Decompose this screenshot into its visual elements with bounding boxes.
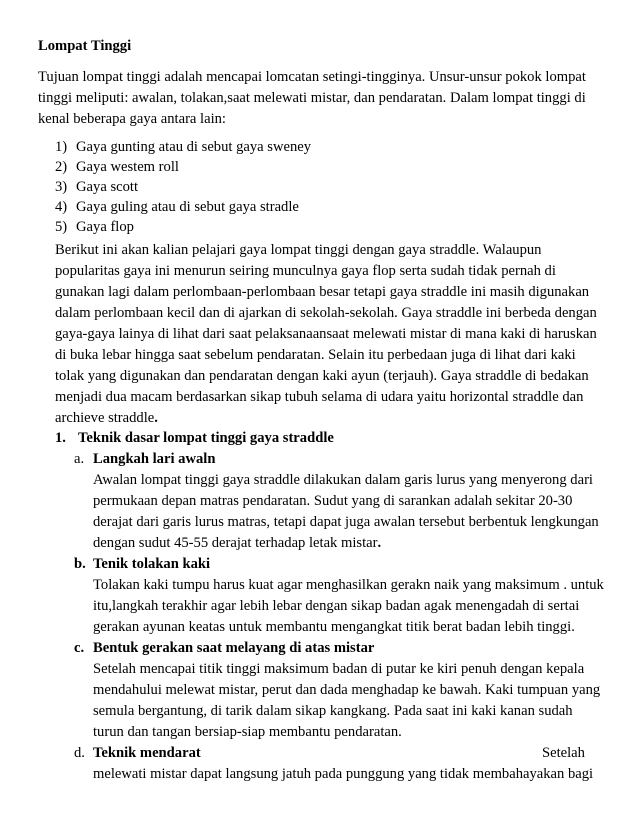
subsection-body: Tolakan kaki tumpu harus kuat agar menghasilkan gerakn naik yang maksimum . untuk itu,langkah terakhir agar lebih lebar dengan sikap badan agak menengadah di sertai gerakan ayunan keatas untuk membantu mengangkat titik berat badan lebih tinggi. [93,577,604,635]
section-heading-text: Teknik dasar lompat tinggi gaya straddle [78,430,334,446]
subsection-heading [74,638,604,659]
subsection-body: melewati mistar dapat langsung jatuh pada punggung yang tidak membahayakan bagi [93,766,594,782]
subsection-body: Setelah mencapai titik tinggi maksimum badan di putar ke kiri penuh dengan kepala mendahului melewat mistar, perut dan dada menghadap ke bawah. Kaki tumpuan yang semula bergantung, di tarik dalam sikap kangkang. Pada saat ini kaki kanan sudah turun dan tangan bersiap-siap membantu pendaratan. [93,661,601,740]
subsection-letter: b. [74,556,86,572]
list-number: 4) [55,199,68,215]
subsection-letter: c. [74,640,85,656]
document-title: Lompat Tinggi [38,38,132,54]
section-heading [55,428,334,449]
subsection-heading-text: Bentuk gerakan saat melayang di atas mistar [93,640,375,656]
body-paragraph-end: . [154,410,158,426]
list-number: 1) [55,139,68,155]
subsection-body [93,470,604,554]
subsection-letter: d. [74,745,85,761]
subsection-body-end: . [377,535,382,551]
list-text: Gaya flop [76,219,134,235]
subsection-a [74,449,604,554]
subsection-heading-text: Tenik tolakan kaki [93,556,211,572]
subsection-letter: a. [74,451,85,467]
body-paragraph [55,240,603,429]
subsection-heading-text: Langkah lari awaln [93,451,216,467]
subsection-heading-text: Teknik mendarat [93,745,201,761]
subsection-heading [74,743,604,764]
subsection-b [74,554,604,638]
list-item [55,177,311,197]
list-number: 2) [55,159,68,175]
list-item [55,157,311,177]
list-number: 3) [55,179,68,195]
subsection-body-text: Awalan lompat tinggi gaya straddle dilakukan dalam garis lurus yang menyerong dari permukaan depan matras pendaratan. Sudut yang di sarankan adalah sekitar 20-30 derajat dari garis lurus matras, tetapi dapat juga awalan tersebut berbentuk lengkungan dengan sudut 45-55 derajat terhadap letak mistar [93,472,599,551]
list-item [55,217,311,237]
list-number: 5) [55,219,68,235]
list-text: Gaya gunting atau di sebut gaya sweney [76,139,312,155]
list-item [55,137,311,157]
subsection-heading [74,554,604,575]
list-item [55,197,311,217]
subsection-c [74,638,604,743]
body-paragraph-text: Berikut ini akan kalian pelajari gaya lompat tinggi dengan gaya straddle. Walaupun popularitas gaya ini menurun seiring munculnya gaya flop serta sudah tidak pernah di gunakan lagi dalam perlombaan-perlombaan besar tetapi gaya straddle ini masih digunakan dalam perlombaan kecil dan di ajarkan di sekolah-sekolah. Gaya straddle ini berbeda dengan gaya-gaya lainya di lihat dari saat pelaksanaansaat melewati mistar di mana kaki di haruskan di buka lebar hingga saat sebelum pendaratan. Selain itu perbedaan juga di lihat dari kaki tolak yang digunakan dan pendaratan dengan kaki ayun (terjauh). Gaya straddle di bedakan menjadi dua macam berdasarkan sikap tubuh selama di udara yaitu horizontal straddle dan archieve straddle [55,242,597,426]
subsection-heading-tail: Setelah [542,745,585,761]
styles-list [55,137,311,237]
intro-paragraph: Tujuan lompat tinggi adalah mencapai lomcatan setingi-tingginya. Unsur-unsur pokok lompat tinggi meliputi: awalan, tolakan,saat melewati mistar, dan pendaratan. Dalam lompat tinggi di kenal beberapa gaya antara lain: [38,69,586,127]
list-text: Gaya westem roll [76,159,179,175]
list-text: Gaya scott [76,179,139,195]
section-number: 1. [55,430,66,446]
subsection-heading [74,449,604,470]
subsection-d [74,743,604,785]
list-text: Gaya guling atau di sebut gaya stradle [76,199,299,215]
